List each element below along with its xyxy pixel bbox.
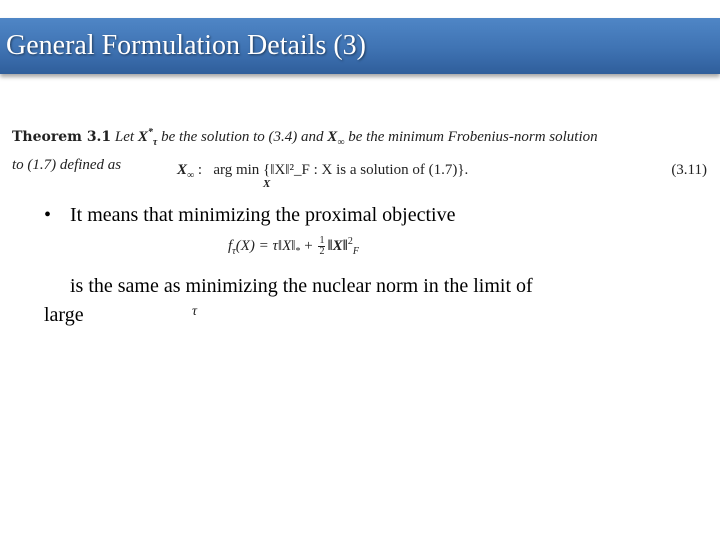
- eq-argmin: arg min: [213, 162, 260, 178]
- formula-f-sub: τ: [232, 246, 236, 257]
- formula-f: f: [228, 238, 233, 254]
- theorem-text-frobenius: be the minimum Frobenius-norm solution: [348, 129, 598, 145]
- theorem-var-x-inf: [327, 129, 345, 148]
- theorem-var-x-tau-sub: τ: [152, 137, 158, 148]
- bullet-text: It means that minimizing the proximal objective: [70, 204, 456, 226]
- eq-argmin-sub: X: [263, 178, 271, 190]
- theorem-equation-body: [177, 162, 468, 181]
- formula-frac-num: 1: [319, 235, 325, 247]
- eq-lhs: [177, 162, 195, 181]
- slide-title: General Formulation Details (3): [6, 30, 367, 61]
- bullet-item: [44, 204, 455, 227]
- eq-lhs-sub: ∞: [187, 170, 195, 181]
- formula-norm-sub: F: [352, 246, 359, 257]
- theorem-line-1: [12, 122, 712, 154]
- formula-norm-sup: 2: [347, 236, 353, 247]
- paragraph-line-2: large: [44, 304, 84, 326]
- equation-number: (3.11): [671, 162, 707, 178]
- theorem-var-x-inf-sub: ∞: [337, 137, 345, 148]
- paragraph-line-1: is the same as minimizing the nuclear norm in the limit of: [70, 275, 533, 297]
- tau-symbol: τ: [192, 304, 198, 319]
- formula-frac-den: 2: [319, 246, 325, 258]
- theorem-var-x-tau: [137, 127, 158, 148]
- theorem-line-2: to (1.7) defined as: [12, 157, 122, 173]
- theorem-var-x-tau-base: X: [137, 129, 148, 145]
- theorem-text-solution: be the solution to (3.4) and: [161, 129, 324, 145]
- theorem-var-x-inf-base: X: [327, 129, 338, 145]
- eq-colon: :: [194, 162, 203, 178]
- bullet-symbol: •: [44, 204, 52, 226]
- formula-lhs-rest: (X) = τ‖X‖: [235, 238, 296, 254]
- theorem-var-x-tau-star: *: [147, 127, 153, 138]
- formula-plus: +: [304, 238, 313, 254]
- title-bar: [0, 18, 720, 74]
- formula-nuclear-sub: *: [295, 246, 301, 257]
- eq-lhs-base: X: [177, 162, 188, 178]
- formula-norm: ‖X‖: [327, 238, 348, 254]
- proximal-objective-formula: [228, 236, 359, 257]
- formula-fraction: [318, 236, 325, 257]
- theorem-text-let: Let: [114, 129, 135, 145]
- theorem-equation: [177, 162, 717, 190]
- eq-set: {‖X‖²_F : X is a solution of (1.7)}.: [263, 162, 469, 178]
- theorem-label: Theorem 3.1: [12, 129, 112, 145]
